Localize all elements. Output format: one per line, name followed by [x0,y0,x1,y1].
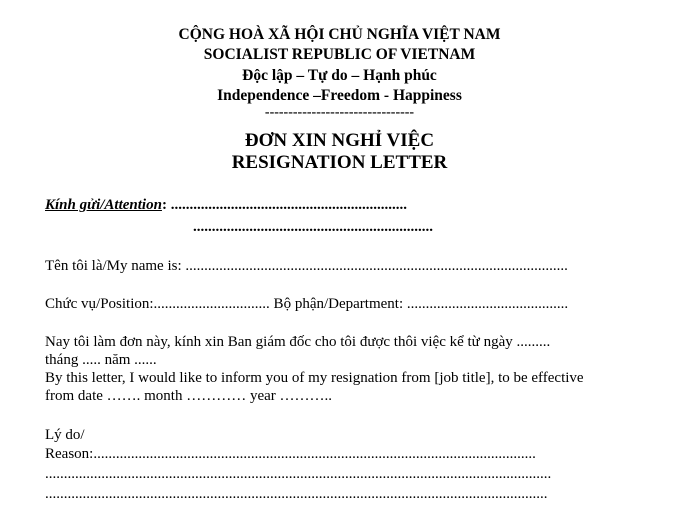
request-en-line-1: By this letter, I would like to inform you of my resignation from [job title], to be effective [45,370,584,386]
request-vn-line-1: Nay tôi làm đơn này, kính xin Ban giám đốc cho tôi được thôi việc kể từ ngày ......... [45,334,551,350]
header-republic-vn: CỘNG HOÀ XÃ HỘI CHỦ NGHĨA VIỆT NAM [178,26,501,43]
title-english: RESIGNATION LETTER [231,152,448,173]
position-department-line: Chức vụ/Position:............................... Bộ phận/Department: ........................................... [45,296,569,312]
header-republic-en: SOCIALIST REPUBLIC OF VIETNAM [203,46,476,63]
header-motto-vn: Độc lập – Tự do – Hạnh phúc [242,67,437,84]
header-motto-en: Independence –Freedom - Happiness [217,87,462,104]
attention-label: Kính gửi/Attention [45,197,162,213]
attention-line [45,196,407,214]
name-line: Tên tôi là/My name is: ...................................................................................................... [45,258,568,274]
request-vn-line-2: tháng ..... năm ...... [45,352,157,368]
attention-dots-1: ............................................................... [166,197,407,213]
attention-colon: : [161,197,167,213]
reason-label-vn: Lý do/ [45,427,85,443]
request-en-line-2: from date ……. month ………… year ……….. [45,388,333,404]
title-vietnamese: ĐƠN XIN NGHỈ VIỆC [244,130,435,151]
attention-dots-2: ................................................................ [193,219,433,235]
reason-line-3: ...................................................................................................................................... [45,486,548,502]
reason-line-1: Reason:...................................................................................................................... [45,446,536,462]
header-divider: -------------------------------- [264,105,415,120]
reason-line-2: ....................................................................................................................................... [45,466,552,482]
